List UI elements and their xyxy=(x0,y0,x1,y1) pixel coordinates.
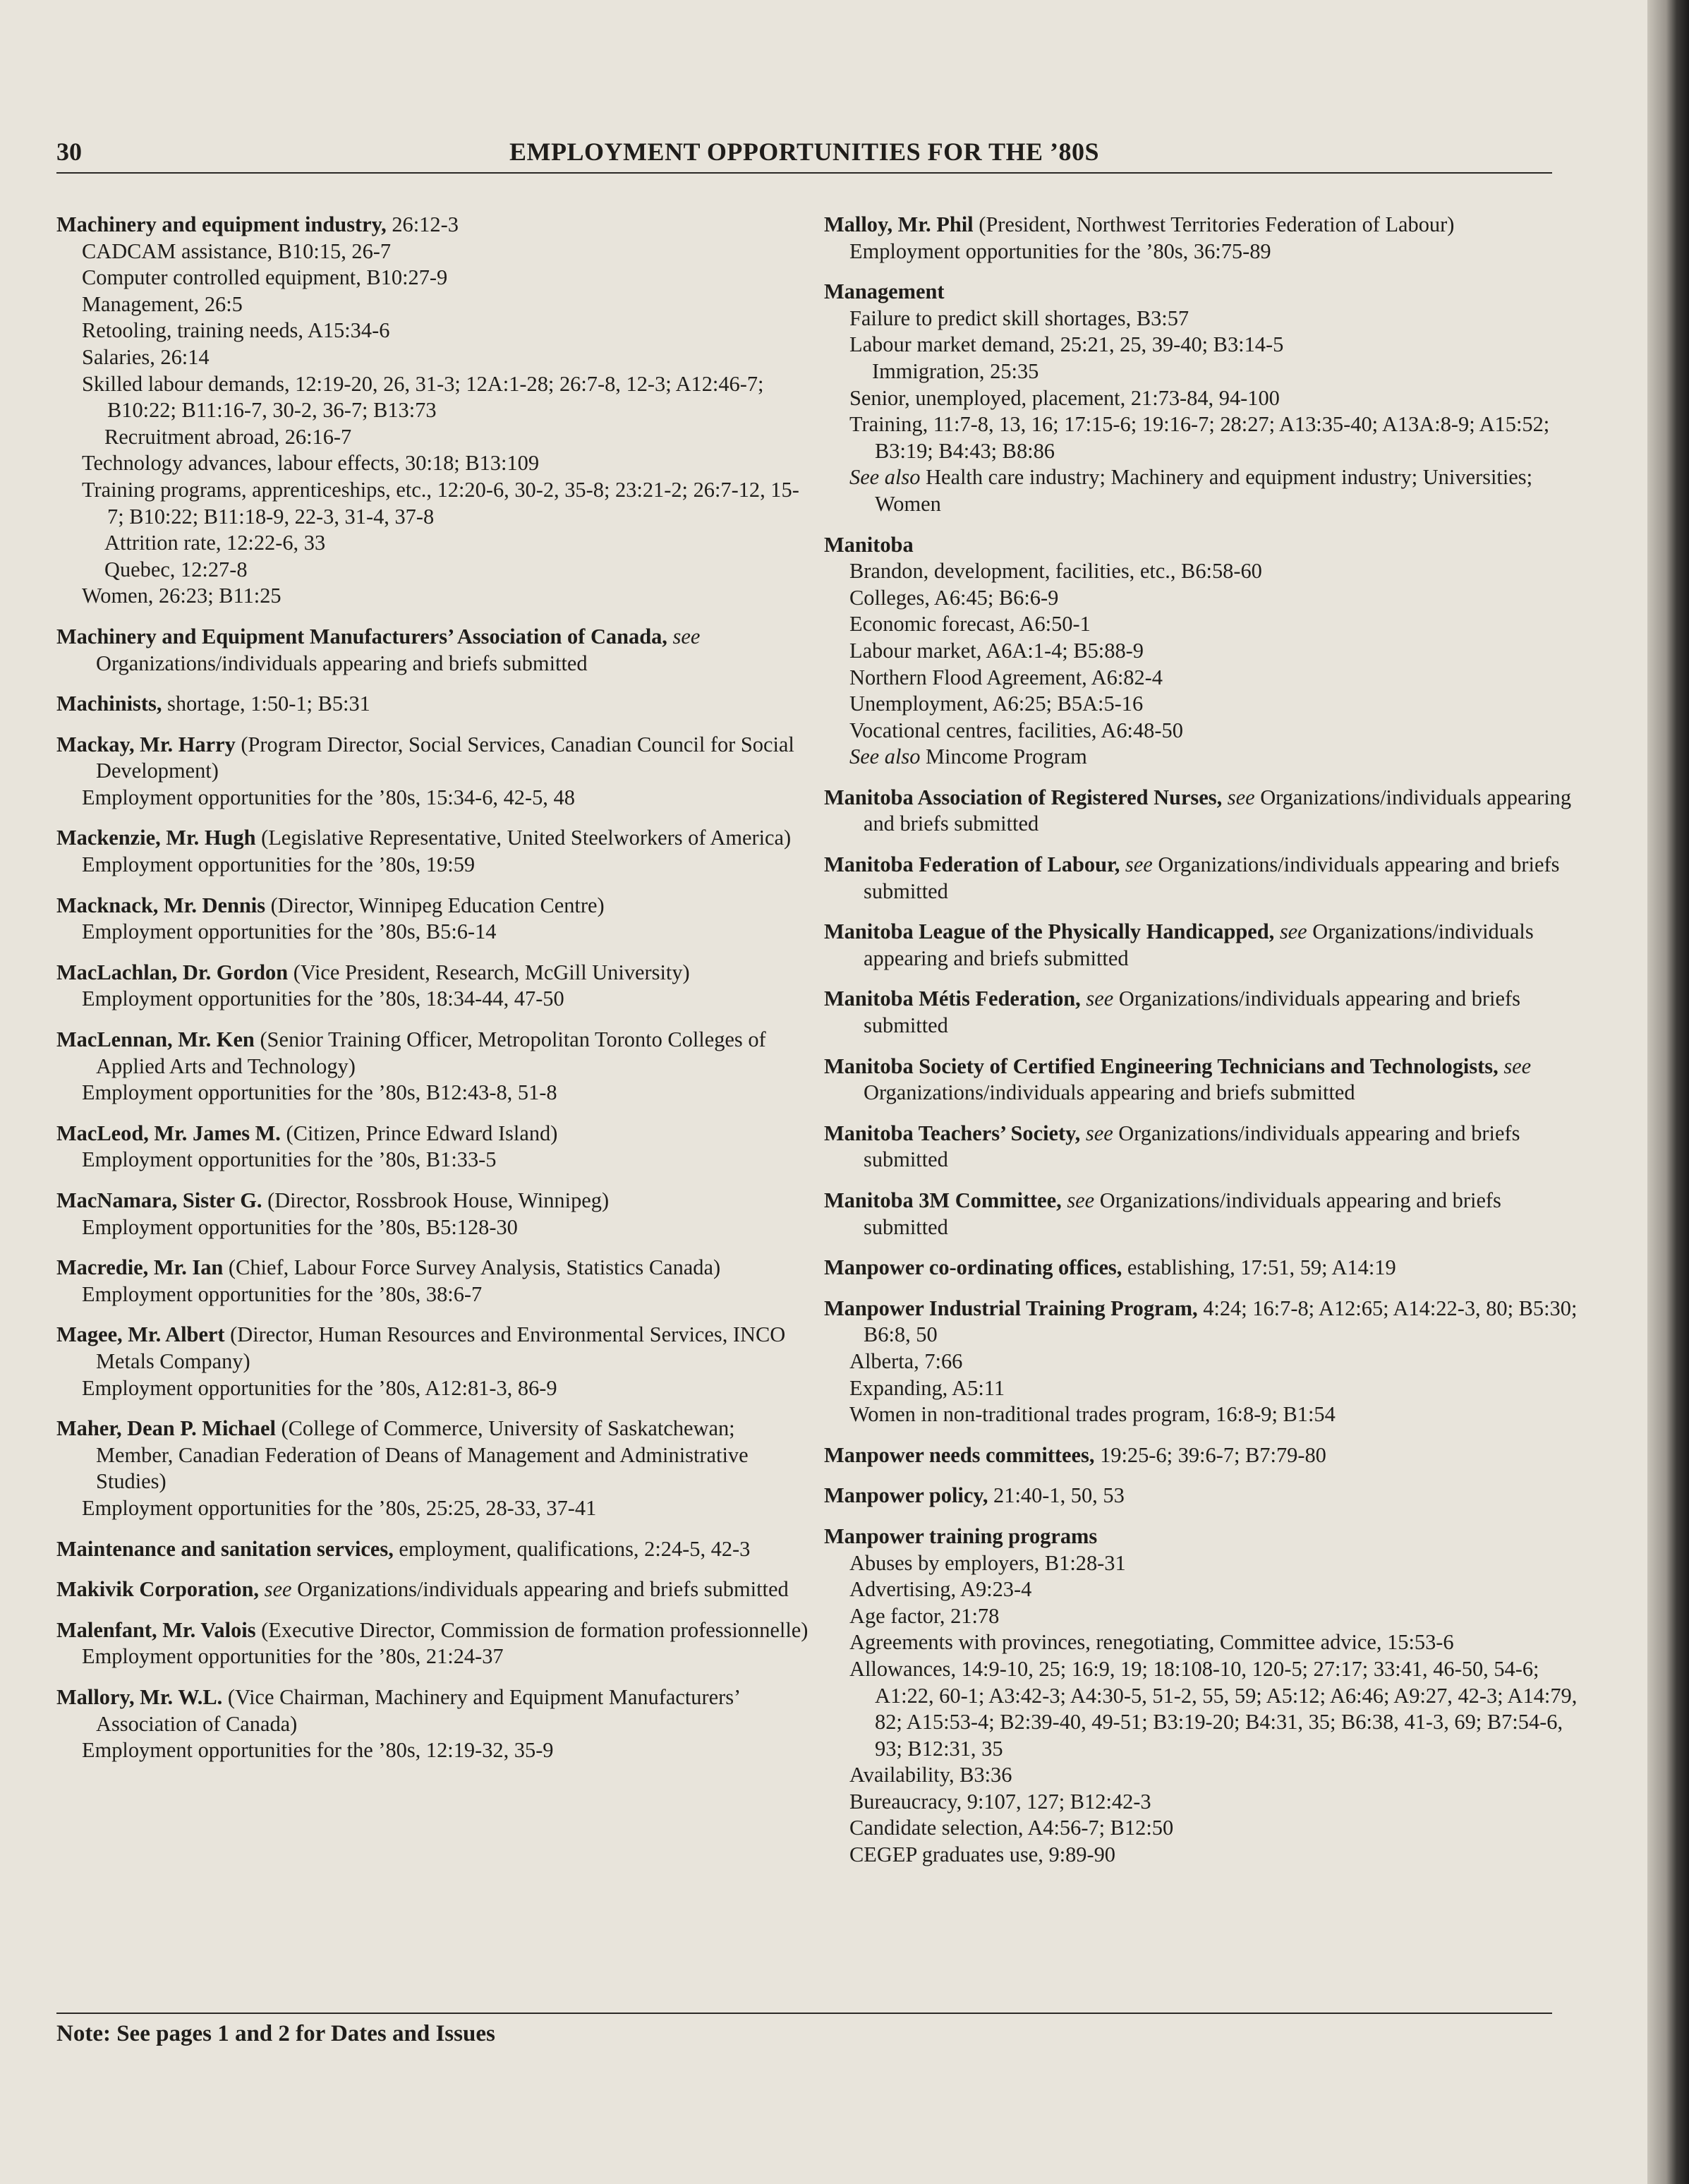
subentry xyxy=(824,718,1579,744)
entry-detail: (Chief, Labour Force Survey Analysis, Statistics Canada) xyxy=(223,1255,721,1280)
see-reference: see xyxy=(1086,987,1114,1011)
index-entry xyxy=(56,691,811,718)
subentry xyxy=(56,919,811,946)
subentry xyxy=(56,557,811,584)
entry-heading: Manitoba Association of Registered Nurses, xyxy=(824,785,1223,809)
see-reference: see xyxy=(1503,1054,1532,1078)
entry-heading: Maher, Dean P. Michael xyxy=(56,1416,276,1441)
entry-heading: Machinery and equipment industry, xyxy=(56,212,387,236)
entry-heading: Manitoba Métis Federation, xyxy=(824,987,1081,1011)
index-entry xyxy=(824,852,1579,905)
subentry xyxy=(824,558,1579,585)
index-entry xyxy=(824,1188,1579,1241)
subentry-text: Brandon, development, facilities, etc., B6:58-60 xyxy=(849,559,1262,584)
subentry-text: Immigration, 25:35 xyxy=(872,358,1039,383)
subentry xyxy=(56,1375,811,1402)
entry-detail: (Vice President, Research, McGill University) xyxy=(288,960,690,984)
entry-heading: MacLachlan, Dr. Gordon xyxy=(56,960,289,984)
entry-heading: Manitoba 3M Committee, xyxy=(824,1188,1062,1212)
subentry xyxy=(824,1656,1579,1762)
subentry-text: Attrition rate, 12:22-6, 33 xyxy=(104,531,326,555)
entry-heading-line xyxy=(56,1188,811,1214)
subentry-text: Technology advances, labour effects, 30:18; B13:109 xyxy=(82,451,540,476)
subentry xyxy=(56,239,811,265)
index-entry xyxy=(56,893,811,946)
subentry-text: Employment opportunities for the ’80s, A12:81-3, 86-9 xyxy=(82,1375,557,1400)
index-entry xyxy=(56,960,811,1013)
entry-heading-line xyxy=(824,1121,1579,1174)
entry-heading-line xyxy=(824,1255,1579,1281)
entry-heading: Malenfant, Mr. Valois xyxy=(56,1617,256,1642)
see-reference: see xyxy=(1279,919,1307,944)
subentry xyxy=(56,291,811,318)
binding-gutter xyxy=(1647,0,1689,2184)
subentry xyxy=(824,239,1579,265)
subentry xyxy=(56,1147,811,1174)
entry-detail: (College of Commerce, University of Saskatchewan; Member, Canadian Federation of Deans of Management and Administrative Studies) xyxy=(96,1416,749,1494)
index-entry xyxy=(56,825,811,878)
index-entry xyxy=(824,986,1579,1039)
index-entry xyxy=(824,919,1579,972)
index-entry xyxy=(824,1296,1579,1428)
subentry xyxy=(824,691,1579,718)
page-header xyxy=(56,137,1552,174)
subentry-text: Women in non-traditional trades program, 16:8-9; B1:54 xyxy=(849,1402,1336,1427)
entry-heading-line xyxy=(824,1296,1579,1349)
entry-heading: Malloy, Mr. Phil xyxy=(824,212,974,236)
index-entry xyxy=(56,1576,811,1603)
entry-heading-line xyxy=(56,1536,811,1563)
entry-heading-line xyxy=(824,1483,1579,1509)
entry-heading: Manitoba Federation of Labour, xyxy=(824,852,1120,877)
entry-heading-line xyxy=(56,1416,811,1495)
entry-heading-line xyxy=(56,825,811,852)
index-entry xyxy=(56,212,811,610)
entry-detail: (Legislative Representative, United Steelworkers of America) xyxy=(255,826,792,850)
subentry-text: Employment opportunities for the ’80s, 18:34-44, 47-50 xyxy=(82,987,564,1011)
subentry-text: Northern Flood Agreement, A6:82-4 xyxy=(849,665,1163,689)
subentry-text: Candidate selection, A4:56-7; B12:50 xyxy=(849,1816,1174,1840)
entry-heading-line xyxy=(56,1121,811,1147)
subentry xyxy=(824,1349,1579,1375)
subentry-text: Mincome Program xyxy=(920,744,1087,769)
index-entry xyxy=(824,1255,1579,1281)
entry-detail: (Citizen, Prince Edward Island) xyxy=(280,1121,558,1145)
subentry-text: Training, 11:7-8, 13, 16; 17:15-6; 19:16-7; 28:27; A13:35-40; A13A:8-9; A15:52; B3:19; B4:43; B8:86 xyxy=(849,412,1550,463)
subentry xyxy=(824,1842,1579,1869)
see-also-reference: See also xyxy=(849,744,921,769)
index-entry xyxy=(824,1483,1579,1509)
subentry-text: Advertising, A9:23-4 xyxy=(849,1577,1032,1602)
subentry-text: Employment opportunities for the ’80s, 36:75-89 xyxy=(849,239,1271,263)
entry-heading-line xyxy=(56,1322,811,1375)
subentry xyxy=(56,1495,811,1522)
subentry-text: Labour market, A6A:1-4; B5:88-9 xyxy=(849,638,1144,663)
entry-heading-line xyxy=(56,1027,811,1080)
index-entry xyxy=(56,624,811,677)
subentry xyxy=(824,744,1579,771)
subentry-text: Availability, B3:36 xyxy=(849,1763,1012,1787)
subentry xyxy=(824,665,1579,692)
subentry xyxy=(56,371,811,424)
entry-heading-line xyxy=(824,1442,1579,1469)
entry-heading-line xyxy=(824,785,1579,838)
index-column-right xyxy=(824,212,1579,1883)
subentry-text: Retooling, training needs, A15:34-6 xyxy=(82,318,390,343)
index-entry xyxy=(824,532,1579,771)
subentry-text: Vocational centres, facilities, A6:48-50 xyxy=(849,718,1183,742)
subentry xyxy=(56,1080,811,1106)
index-entry xyxy=(824,1442,1579,1469)
index-entry xyxy=(824,1524,1579,1869)
subentry xyxy=(56,1737,811,1764)
subentry xyxy=(56,1643,811,1670)
entry-heading: Manpower policy, xyxy=(824,1483,988,1508)
entry-heading-line xyxy=(824,212,1579,239)
entry-heading-line xyxy=(56,212,811,239)
subentry-text: Failure to predict skill shortages, B3:57 xyxy=(849,306,1189,330)
subentry xyxy=(56,1214,811,1241)
subentry xyxy=(824,1789,1579,1816)
subentry-text: Agreements with provinces, renegotiating, Committee advice, 15:53-6 xyxy=(849,1630,1454,1655)
subentry xyxy=(824,1762,1579,1789)
subentry-text: Economic forecast, A6:50-1 xyxy=(849,612,1091,637)
subentry-text: Health care industry; Machinery and equipment industry; Universities; Women xyxy=(875,465,1533,516)
subentry-text: Skilled labour demands, 12:19-20, 26, 31-3; 12A:1-28; 26:7-8, 12-3; A12:46-7; B10:22; B11:16-7, 30-2, 36-7; B13:73 xyxy=(82,371,764,423)
subentry xyxy=(824,411,1579,464)
entry-heading-line xyxy=(824,532,1579,559)
entry-heading-line xyxy=(56,624,811,677)
index-entry xyxy=(56,1536,811,1563)
entry-heading: MacLennan, Mr. Ken xyxy=(56,1027,255,1052)
entry-detail: shortage, 1:50-1; B5:31 xyxy=(162,692,370,716)
subentry-text: CADCAM assistance, B10:15, 26-7 xyxy=(82,239,392,263)
index-entry xyxy=(824,212,1579,265)
subentry-text: Employment opportunities for the ’80s, 12:19-32, 35-9 xyxy=(82,1738,554,1763)
footer-note: Note: See pages 1 and 2 for Dates and Issues xyxy=(56,2021,495,2046)
entry-detail: (Director, Human Resources and Environmental Services, INCO Metals Company) xyxy=(96,1322,786,1373)
index-entry xyxy=(56,1416,811,1521)
entry-detail: Organizations/individuals appearing and briefs submitted xyxy=(864,1121,1520,1172)
running-title: EMPLOYMENT OPPORTUNITIES FOR THE ’80S xyxy=(509,138,1099,166)
subentry-text: Age factor, 21:78 xyxy=(849,1603,1000,1628)
entry-heading-line xyxy=(824,1524,1579,1550)
subentry xyxy=(56,1281,811,1308)
subentry-text: Employment opportunities for the ’80s, 15:34-6, 42-5, 48 xyxy=(82,785,575,809)
subentry-text: Computer controlled equipment, B10:27-9 xyxy=(82,265,448,290)
index-entry xyxy=(56,1027,811,1106)
subentry-text: Colleges, A6:45; B6:6-9 xyxy=(849,585,1059,610)
entry-detail: 19:25-6; 39:6-7; B7:79-80 xyxy=(1094,1442,1326,1467)
subentry xyxy=(824,611,1579,638)
entry-heading: Manitoba Teachers’ Society, xyxy=(824,1121,1081,1145)
index-entry xyxy=(56,1322,811,1401)
see-reference: see xyxy=(1067,1188,1095,1212)
subentry xyxy=(56,450,811,477)
entry-heading: Macknack, Mr. Dennis xyxy=(56,893,266,917)
subentry xyxy=(824,1815,1579,1842)
header-rule xyxy=(56,172,1552,174)
entry-detail: Organizations/individuals appearing and briefs submitted xyxy=(864,852,1560,903)
entry-heading: Machinists, xyxy=(56,692,162,716)
see-reference: see xyxy=(1227,785,1255,809)
entry-detail: (Executive Director, Commission de formation professionnelle) xyxy=(255,1617,809,1642)
entry-detail: Organizations/individuals appearing and briefs submitted xyxy=(864,1188,1501,1239)
index-entry xyxy=(824,1121,1579,1174)
see-reference: see xyxy=(1085,1121,1113,1145)
subentry xyxy=(56,477,811,530)
subentry xyxy=(824,332,1579,358)
entry-heading: Macredie, Mr. Ian xyxy=(56,1255,224,1280)
entry-heading: MacLeod, Mr. James M. xyxy=(56,1121,281,1145)
index-entry xyxy=(56,1617,811,1670)
entry-detail: establishing, 17:51, 59; A14:19 xyxy=(1122,1255,1396,1280)
entry-detail: Organizations/individuals appearing and briefs submitted xyxy=(864,987,1520,1038)
entry-detail: 4:24; 16:7-8; A12:65; A14:22-3, 80; B5:30; B6:8, 50 xyxy=(864,1296,1578,1347)
subentry xyxy=(56,986,811,1013)
subentry-text: Employment opportunities for the ’80s, B12:43-8, 51-8 xyxy=(82,1080,557,1105)
entry-heading: Makivik Corporation, xyxy=(56,1577,260,1602)
entry-heading: Manpower training programs xyxy=(824,1524,1098,1548)
subentry-text: Employment opportunities for the ’80s, 25:25, 28-33, 37-41 xyxy=(82,1495,597,1520)
entry-heading: Machinery and Equipment Manufacturers’ Association of Canada, xyxy=(56,624,667,648)
subentry xyxy=(824,1401,1579,1428)
index-entry xyxy=(824,279,1579,517)
index-column-left xyxy=(56,212,811,1778)
subentry xyxy=(824,1629,1579,1656)
entry-detail: Organizations/individuals appearing and briefs submitted xyxy=(864,785,1572,836)
entry-heading-line xyxy=(824,1054,1579,1106)
subentry xyxy=(56,344,811,371)
entry-heading-line xyxy=(824,1188,1579,1241)
subentry-text: Allowances, 14:9-10, 25; 16:9, 19; 18:108-10, 120-5; 27:17; 33:41, 46-50, 54-6; A1:22, 60-1; A3:42-3; A4:30-5, 51-2, 55, 59; A5:12; A6:46; A9:27, 42-3; A14:79, 82; A15:53-4; B2:39-40, 49-51; B3:19-20; B4:31, 35; B6:38, 41-3, 69; B7:54-6, 93; B12:31, 35 xyxy=(849,1656,1578,1761)
entry-heading: Manitoba League of the Physically Handicapped, xyxy=(824,919,1275,944)
entry-heading-line xyxy=(824,986,1579,1039)
subentry-text: Employment opportunities for the ’80s, B5:6-14 xyxy=(82,919,497,944)
entry-detail: Organizations/individuals appearing and briefs submitted xyxy=(864,919,1534,970)
subentry-text: Abuses by employers, B1:28-31 xyxy=(849,1550,1126,1575)
index-entry xyxy=(56,1684,811,1764)
index-entry xyxy=(824,1054,1579,1106)
subentry-text: Employment opportunities for the ’80s, B5:128-30 xyxy=(82,1214,518,1239)
subentry xyxy=(824,1603,1579,1630)
subentry xyxy=(56,318,811,344)
subentry-text: Employment opportunities for the ’80s, 21:24-37 xyxy=(82,1644,504,1669)
subentry xyxy=(56,265,811,291)
subentry-text: Women, 26:23; B11:25 xyxy=(82,584,282,608)
entry-heading: Magee, Mr. Albert xyxy=(56,1322,225,1347)
entry-detail: (Director, Winnipeg Education Centre) xyxy=(265,893,605,917)
subentry-text: Unemployment, A6:25; B5A:5-16 xyxy=(849,692,1144,716)
entry-detail: 26:12-3 xyxy=(386,212,459,236)
subentry xyxy=(824,1550,1579,1577)
entry-heading: Mackay, Mr. Harry xyxy=(56,732,236,756)
subentry-text: Recruitment abroad, 26:16-7 xyxy=(104,424,352,449)
subentry xyxy=(824,385,1579,412)
subentry xyxy=(56,583,811,610)
entry-detail: (Program Director, Social Services, Canadian Council for Social Development) xyxy=(96,732,794,783)
entry-detail: Organizations/individuals appearing and briefs submitted xyxy=(864,1080,1355,1105)
entry-heading-line xyxy=(824,919,1579,972)
see-also-reference: See also xyxy=(849,465,921,490)
entry-heading: Manpower needs committees, xyxy=(824,1442,1095,1467)
entry-heading: MacNamara, Sister G. xyxy=(56,1188,262,1212)
entry-heading: Manpower Industrial Training Program, xyxy=(824,1296,1198,1320)
entry-detail: 21:40-1, 50, 53 xyxy=(988,1483,1125,1508)
subentry-text: Expanding, A5:11 xyxy=(849,1375,1005,1400)
subentry-text: Salaries, 26:14 xyxy=(82,344,210,369)
entry-detail: (President, Northwest Territories Federation of Labour) xyxy=(973,212,1455,236)
subentry xyxy=(824,358,1579,385)
entry-heading: Maintenance and sanitation services, xyxy=(56,1536,394,1561)
see-reference: see xyxy=(264,1577,292,1602)
entry-heading: Manitoba xyxy=(824,532,914,557)
subentry xyxy=(824,585,1579,612)
entry-detail: (Vice Chairman, Machinery and Equipment Manufacturers’ Association of Canada) xyxy=(96,1684,739,1736)
subentry-text: Labour market demand, 25:21, 25, 39-40; B3:14-5 xyxy=(849,332,1284,357)
subentry-text: Training programs, apprenticeships, etc., 12:20-6, 30-2, 35-8; 23:21-2; 26:7-12, 15-7; B10:22; B11:18-9, 22-3, 31-4, 37-8 xyxy=(82,477,799,529)
subentry-text: CEGEP graduates use, 9:89-90 xyxy=(849,1842,1116,1867)
entry-detail: Organizations/individuals appearing and briefs submitted xyxy=(96,651,588,675)
subentry xyxy=(824,638,1579,665)
entry-heading-line xyxy=(824,279,1579,306)
subentry xyxy=(56,424,811,451)
entry-detail: (Director, Rossbrook House, Winnipeg) xyxy=(262,1188,610,1212)
subentry-text: Alberta, 7:66 xyxy=(849,1349,963,1373)
subentry xyxy=(824,306,1579,332)
entry-heading-line xyxy=(56,691,811,718)
index-entry xyxy=(56,1121,811,1174)
subentry xyxy=(56,530,811,557)
subentry-text: Senior, unemployed, placement, 21:73-84, 94-100 xyxy=(849,385,1280,410)
entry-heading: Management xyxy=(824,279,945,304)
subentry xyxy=(56,785,811,812)
entry-heading-line xyxy=(56,732,811,785)
subentry-text: Employment opportunities for the ’80s, 38:6-7 xyxy=(82,1281,483,1306)
see-reference: see xyxy=(1125,852,1153,877)
page-number: 30 xyxy=(56,138,82,166)
index-entry xyxy=(56,1188,811,1241)
subentry-text: Employment opportunities for the ’80s, B1:33-5 xyxy=(82,1147,497,1172)
entry-heading: Manitoba Society of Certified Engineering Technicians and Technologists, xyxy=(824,1054,1499,1078)
entry-heading-line xyxy=(56,893,811,919)
entry-detail: (Senior Training Officer, Metropolitan Toronto Colleges of Applied Arts and Technology) xyxy=(96,1027,766,1078)
subentry xyxy=(824,1576,1579,1603)
entry-heading-line xyxy=(824,852,1579,905)
index-entry xyxy=(56,732,811,812)
entry-heading-line xyxy=(56,1684,811,1737)
entry-heading-line xyxy=(56,1617,811,1644)
entry-detail: employment, qualifications, 2:24-5, 42-3 xyxy=(393,1536,751,1561)
subentry-text: Management, 26:5 xyxy=(82,291,243,316)
entry-heading-line xyxy=(56,1255,811,1281)
index-entry xyxy=(56,1255,811,1308)
footer-rule xyxy=(56,2013,1552,2014)
subentry xyxy=(56,852,811,879)
entry-heading: Mackenzie, Mr. Hugh xyxy=(56,826,256,850)
subentry-text: Bureaucracy, 9:107, 127; B12:42-3 xyxy=(849,1789,1151,1814)
subentry-text: Quebec, 12:27-8 xyxy=(104,557,248,581)
entry-heading-line xyxy=(56,1576,811,1603)
entry-heading: Mallory, Mr. W.L. xyxy=(56,1684,223,1709)
subentry xyxy=(824,1375,1579,1402)
entry-heading-line xyxy=(56,960,811,987)
subentry-text: Employment opportunities for the ’80s, 19:59 xyxy=(82,852,476,877)
entry-detail: Organizations/individuals appearing and briefs submitted xyxy=(291,1577,789,1602)
entry-heading: Manpower co-ordinating offices, xyxy=(824,1255,1122,1280)
subentry xyxy=(824,464,1579,517)
see-reference: see xyxy=(672,624,701,648)
index-entry xyxy=(824,785,1579,838)
